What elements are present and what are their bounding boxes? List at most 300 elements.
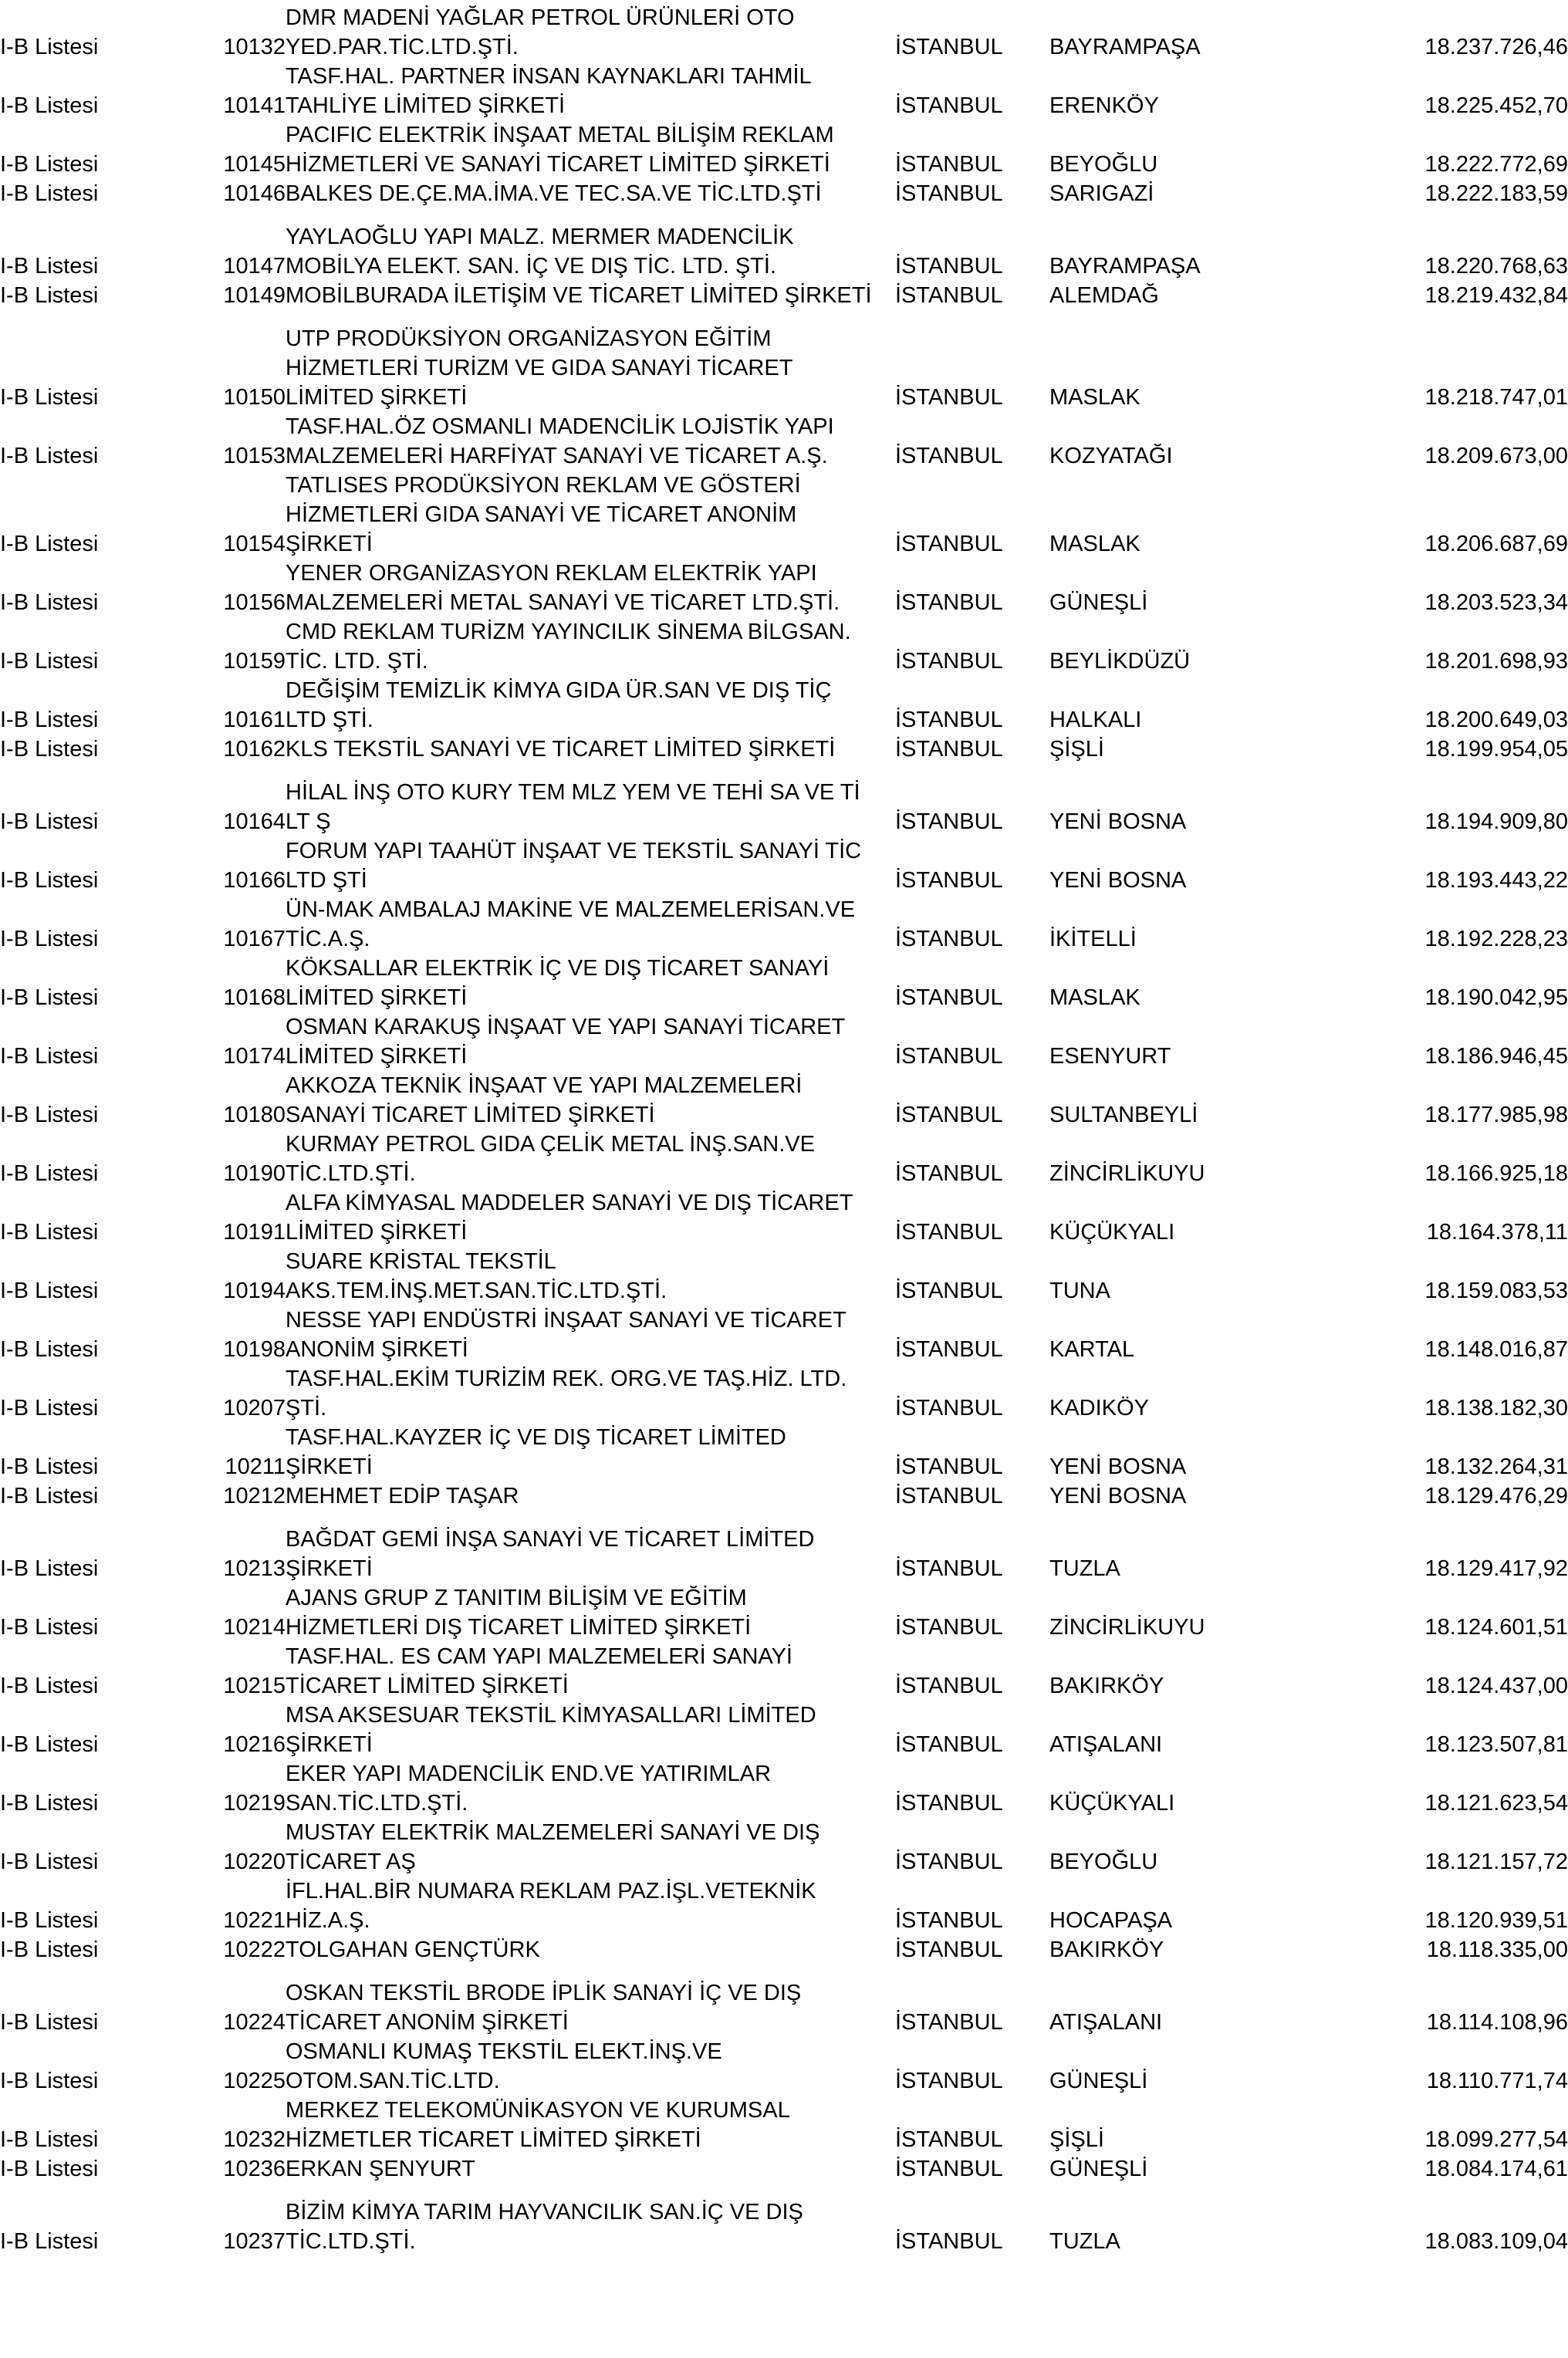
- list-label: I-B Listesi: [0, 737, 99, 762]
- amount: 18.222.772,69: [1424, 152, 1568, 177]
- table-row: [0, 585, 1568, 614]
- district: KOZYATAĞI: [1049, 444, 1173, 468]
- list-label: I-B Listesi: [0, 985, 99, 1010]
- amount: 18.124.601,51: [1424, 1615, 1568, 1640]
- row-spacer: [0, 1508, 1568, 1522]
- city: İSTANBUL: [895, 283, 1003, 308]
- table-row: [0, 2224, 1568, 2253]
- list-label-empty: [0, 892, 185, 921]
- list-label: I-B Listesi: [0, 181, 99, 206]
- company-name-wrap: PACIFIC ELEKTRİK İNŞAAT METAL BİLİŞİM REKLAM: [286, 123, 834, 147]
- name-wrap-row: [0, 951, 1568, 980]
- city: İSTANBUL: [895, 254, 1003, 279]
- district-empty: [1049, 2194, 1343, 2224]
- district-empty: [1049, 0, 1343, 29]
- company-name: TİC.LTD.ŞTİ.: [286, 2229, 416, 2254]
- list-label: I-B Listesi: [0, 93, 99, 118]
- row-no-empty: [185, 775, 286, 804]
- district: YENİ BOSNA: [1049, 1484, 1187, 1508]
- district: YENİ BOSNA: [1049, 1454, 1187, 1479]
- table-row: [0, 1932, 1568, 1961]
- amount-empty: [1343, 1068, 1568, 1097]
- company-name: MALZEMELERİ METAL SANAYİ VE TİCARET LTD.ŞTİ.: [286, 590, 840, 615]
- amount: 18.199.954,05: [1424, 737, 1568, 762]
- amount: 18.237.726,46: [1424, 35, 1568, 59]
- list-label: I-B Listesi: [0, 1615, 99, 1640]
- list-label: I-B Listesi: [0, 35, 99, 59]
- name-wrap-row: [0, 1580, 1568, 1610]
- name-wrap-row: [0, 1302, 1568, 1332]
- row-no-empty: [185, 2093, 286, 2122]
- amount-empty: [1343, 556, 1568, 585]
- city: İSTANBUL: [895, 93, 1003, 118]
- company-name: LTD ŞTİ.: [286, 708, 373, 732]
- table-row: [0, 1668, 1568, 1698]
- row-no-empty: [185, 468, 286, 497]
- company-name-wrap: BİZİM KİMYA TARIM HAYVANCILIK SAN.İÇ VE DIŞ: [286, 2200, 803, 2225]
- company-name: HİZ.A.Ş.: [286, 1908, 370, 1933]
- city: İSTANBUL: [895, 590, 1003, 615]
- list-label: I-B Listesi: [0, 1161, 99, 1186]
- district: BEYLİKDÜZÜ: [1049, 649, 1191, 674]
- amount-empty: [1343, 1244, 1568, 1273]
- row-no-empty: [185, 1873, 286, 1903]
- company-name-wrap: MUSTAY ELEKTRİK MALZEMELERİ SANAYİ VE DIŞ: [286, 1820, 820, 1845]
- city: İSTANBUL: [895, 1220, 1003, 1245]
- district: HOCAPAŞA: [1049, 1908, 1173, 1933]
- district: KARTAL: [1049, 1337, 1135, 1362]
- district: ERENKÖY: [1049, 93, 1159, 118]
- row-no: 10194: [223, 1279, 286, 1303]
- district: MASLAK: [1049, 532, 1141, 556]
- district-empty: [1049, 409, 1343, 438]
- row-no-empty: [185, 117, 286, 147]
- amount-empty: [1343, 1873, 1568, 1903]
- company-name-wrap: HİZMETLERİ TURİZM VE GIDA SANAYİ TİCARET: [286, 356, 793, 380]
- row-no: 10162: [223, 737, 286, 762]
- district-empty: [1049, 59, 1343, 88]
- city: İSTANBUL: [895, 1103, 1003, 1127]
- amount-empty: [1343, 1302, 1568, 1332]
- list-label-empty: [0, 219, 185, 248]
- city: İSTANBUL: [895, 1908, 1003, 1933]
- row-no: 10132: [223, 35, 286, 59]
- table-row: [0, 2063, 1568, 2093]
- row-no: 10154: [223, 532, 286, 556]
- list-label-empty: [0, 1127, 185, 1156]
- row-no-empty: [185, 951, 286, 980]
- list-label-empty: [0, 117, 185, 147]
- row-no-empty: [185, 1639, 286, 1668]
- company-name-wrap: OSKAN TEKSTİL BRODE İPLİK SANAYİ İÇ VE DIŞ: [286, 1981, 802, 2005]
- name-wrap-row: [0, 1420, 1568, 1449]
- row-no: 10219: [223, 1791, 286, 1816]
- list-label-empty: [0, 556, 185, 585]
- row-no-empty: [185, 497, 286, 526]
- city-empty: [895, 775, 1049, 804]
- list-label: I-B Listesi: [0, 1850, 99, 1874]
- company-name-wrap: UTP PRODÜKSİYON ORGANİZASYON EĞİTİM: [286, 326, 772, 351]
- amount-empty: [1343, 321, 1568, 350]
- amount-empty: [1343, 59, 1568, 88]
- company-name-wrap: AKKOZA TEKNİK İNŞAAT VE YAPI MALZEMELERİ: [286, 1073, 803, 1098]
- district: KÜÇÜKYALI: [1049, 1791, 1175, 1816]
- row-no-empty: [185, 1698, 286, 1727]
- city: İSTANBUL: [895, 868, 1003, 893]
- city-empty: [895, 497, 1049, 526]
- city-empty: [895, 0, 1049, 29]
- city: İSTANBUL: [895, 1484, 1003, 1508]
- city-empty: [895, 1127, 1049, 1156]
- district-empty: [1049, 1975, 1343, 2005]
- list-label: I-B Listesi: [0, 1937, 99, 1962]
- amount-empty: [1343, 1815, 1568, 1844]
- company-name-wrap: DEĞİŞİM TEMİZLİK KİMYA GIDA ÜR.SAN VE DIŞ TİÇ: [286, 678, 832, 703]
- company-name-wrap: KÖKSALLAR ELEKTRİK İÇ VE DIŞ TİCARET SANAYİ: [286, 956, 830, 981]
- district: TUNA: [1049, 1279, 1110, 1303]
- company-name: TİC.A.Ş.: [286, 927, 370, 951]
- amount: 18.218.747,01: [1424, 385, 1568, 410]
- company-name: MOBİLYA ELEKT. SAN. İÇ VE DIŞ TİC. LTD. ŞTİ.: [286, 254, 777, 279]
- list-label: I-B Listesi: [0, 2127, 99, 2152]
- list-label: I-B Listesi: [0, 1908, 99, 1933]
- company-name: SAN.TİC.LTD.ŞTİ.: [286, 1791, 468, 1816]
- amount: 18.219.432,84: [1424, 283, 1568, 308]
- district: TUZLA: [1049, 2229, 1120, 2254]
- city: İSTANBUL: [895, 385, 1003, 410]
- list-label: I-B Listesi: [0, 1279, 99, 1303]
- company-name-wrap: TASF.HAL. PARTNER İNSAN KAYNAKLARI TAHMİL: [286, 64, 812, 89]
- amount: 18.209.673,00: [1424, 444, 1568, 468]
- city-empty: [895, 117, 1049, 147]
- company-name-wrap: SUARE KRİSTAL TEKSTİL: [286, 1249, 556, 1274]
- district: ŞİŞLİ: [1049, 2127, 1104, 2152]
- list-label-empty: [0, 1302, 185, 1332]
- table-row: [0, 1332, 1568, 1361]
- company-name: LİMİTED ŞİRKETİ: [286, 985, 468, 1010]
- name-wrap-row: [0, 614, 1568, 644]
- list-label-empty: [0, 321, 185, 350]
- row-no: 10146: [223, 181, 286, 206]
- row-no-empty: [185, 892, 286, 921]
- amount-empty: [1343, 117, 1568, 147]
- row-no: 10191: [223, 1220, 286, 1245]
- district-empty: [1049, 1420, 1343, 1449]
- table-row: [0, 1551, 1568, 1580]
- district-empty: [1049, 1873, 1343, 1903]
- name-wrap-row: [0, 673, 1568, 702]
- amount-empty: [1343, 2194, 1568, 2224]
- amount-empty: [1343, 1522, 1568, 1551]
- list-label-empty: [0, 614, 185, 644]
- city-empty: [895, 892, 1049, 921]
- table-row: [0, 1097, 1568, 1127]
- company-name-wrap: FORUM YAPI TAAHÜT İNŞAAT VE TEKSTİL SANAYİ TİC: [286, 839, 862, 863]
- row-no-empty: [185, 1185, 286, 1214]
- list-label-empty: [0, 1009, 185, 1039]
- amount: 18.192.228,23: [1424, 927, 1568, 951]
- company-name-wrap: YAYLAOĞLU YAPI MALZ. MERMER MADENCİLİK: [286, 225, 794, 249]
- city: İSTANBUL: [895, 1396, 1003, 1421]
- city-empty: [895, 468, 1049, 497]
- company-name: OTOM.SAN.TİC.LTD.: [286, 2069, 500, 2093]
- amount: 18.159.083,53: [1424, 1279, 1568, 1303]
- district: BAYRAMPAŞA: [1049, 35, 1201, 59]
- district: ZİNCİRLİKUYU: [1049, 1161, 1205, 1186]
- list-label: I-B Listesi: [0, 1044, 99, 1069]
- table-row: [0, 1785, 1568, 1815]
- row-no: 10167: [223, 927, 286, 951]
- company-name: MEHMET EDİP TAŞAR: [286, 1484, 519, 1508]
- list-label: I-B Listesi: [0, 1103, 99, 1127]
- table-row: [0, 1903, 1568, 1932]
- amount-empty: [1343, 673, 1568, 702]
- name-wrap-row: [0, 775, 1568, 804]
- amount-empty: [1343, 833, 1568, 863]
- list-label-empty: [0, 1068, 185, 1097]
- list-label-empty: [0, 1361, 185, 1390]
- row-no: 10149: [223, 283, 286, 308]
- district-empty: [1049, 117, 1343, 147]
- row-no-empty: [185, 1361, 286, 1390]
- table-row: [0, 2005, 1568, 2034]
- list-label: I-B Listesi: [0, 2010, 99, 2035]
- district-empty: [1049, 468, 1343, 497]
- company-name: TİCARET ANONİM ŞİRKETİ: [286, 2010, 569, 2035]
- district-empty: [1049, 2034, 1343, 2063]
- amount-empty: [1343, 497, 1568, 526]
- company-name: TOLGAHAN GENÇTÜRK: [286, 1937, 540, 1962]
- table-row: [0, 980, 1568, 1009]
- row-no: 10220: [223, 1850, 286, 1874]
- list-label: I-B Listesi: [0, 1396, 99, 1421]
- district-empty: [1049, 321, 1343, 350]
- company-name: HİZMETLERİ DIŞ TİCARET LİMİTED ŞİRKETİ: [286, 1615, 752, 1640]
- amount: 18.121.157,72: [1424, 1850, 1568, 1874]
- amount-empty: [1343, 1185, 1568, 1214]
- row-no: 10216: [223, 1732, 286, 1757]
- district: ATIŞALANI: [1049, 2010, 1163, 2035]
- company-name: ŞİRKETİ: [286, 532, 373, 556]
- list-label: I-B Listesi: [0, 1220, 99, 1245]
- table-row: [0, 278, 1568, 307]
- district-empty: [1049, 1580, 1343, 1610]
- company-name-wrap: OSMANLI KUMAŞ TEKSTİL ELEKT.İNŞ.VE: [286, 2039, 722, 2064]
- name-wrap-row: [0, 1698, 1568, 1727]
- city: İSTANBUL: [895, 1937, 1003, 1962]
- amount: 18.132.264,31: [1424, 1454, 1568, 1479]
- list-label-empty: [0, 1756, 185, 1785]
- city: İSTANBUL: [895, 2229, 1003, 2254]
- amount: 18.138.182,30: [1424, 1396, 1568, 1421]
- district: MASLAK: [1049, 385, 1141, 410]
- city: İSTANBUL: [895, 1556, 1003, 1581]
- row-no: 10207: [223, 1396, 286, 1421]
- district: BAKIRKÖY: [1049, 1937, 1164, 1962]
- name-wrap-row: [0, 1522, 1568, 1551]
- company-name-wrap: TASF.HAL.ÖZ OSMANLI MADENCİLİK LOJİSTİK YAPI: [286, 414, 834, 439]
- row-no: 10145: [223, 152, 286, 177]
- amount: 18.118.335,00: [1426, 1937, 1568, 1962]
- amount: 18.200.649,03: [1424, 708, 1568, 732]
- name-wrap-row: [0, 556, 1568, 585]
- row-no: 10232: [223, 2127, 286, 2152]
- city-empty: [895, 673, 1049, 702]
- city: İSTANBUL: [895, 1279, 1003, 1303]
- row-no-empty: [185, 1580, 286, 1610]
- row-no: 10211: [225, 1454, 286, 1479]
- row-no: 10225: [223, 2069, 286, 2093]
- row-no: 10214: [223, 1615, 286, 1640]
- row-no-empty: [185, 614, 286, 644]
- row-spacer-cell: [0, 1961, 1568, 1975]
- district: BAKIRKÖY: [1049, 1674, 1164, 1698]
- table-row: [0, 1727, 1568, 1756]
- row-no-empty: [185, 673, 286, 702]
- list-label-empty: [0, 1873, 185, 1903]
- city: İSTANBUL: [895, 2010, 1003, 2035]
- amount: 18.190.042,95: [1424, 985, 1568, 1010]
- company-name: ŞİRKETİ: [286, 1556, 373, 1581]
- district: YENİ BOSNA: [1049, 868, 1187, 893]
- amount-empty: [1343, 1756, 1568, 1785]
- amount: 18.186.946,45: [1424, 1044, 1568, 1069]
- table-row: [0, 1039, 1568, 1068]
- list-label-empty: [0, 1580, 185, 1610]
- company-name: TİC. LTD. ŞTİ.: [286, 649, 428, 674]
- district-empty: [1049, 497, 1343, 526]
- name-wrap-row: [0, 892, 1568, 921]
- amount-empty: [1343, 892, 1568, 921]
- city-empty: [895, 409, 1049, 438]
- company-name: ŞTİ.: [286, 1396, 327, 1421]
- row-no-empty: [185, 1068, 286, 1097]
- list-label-empty: [0, 1420, 185, 1449]
- list-label-empty: [0, 2093, 185, 2122]
- amount: 18.166.925,18: [1424, 1161, 1568, 1186]
- list-label-empty: [0, 1975, 185, 2005]
- row-no: 10159: [223, 649, 286, 674]
- company-name: TİC.LTD.ŞTİ.: [286, 1161, 416, 1186]
- amount-empty: [1343, 1975, 1568, 2005]
- city-empty: [895, 321, 1049, 350]
- list-label: I-B Listesi: [0, 1337, 99, 1362]
- row-no-empty: [185, 1420, 286, 1449]
- row-no: 10164: [223, 809, 286, 834]
- table-row: [0, 2122, 1568, 2151]
- name-wrap-row: [0, 1873, 1568, 1903]
- company-name: MALZEMELERİ HARFİYAT SANAYİ VE TİCARET A.Ş.: [286, 444, 828, 468]
- name-wrap-row: [0, 1639, 1568, 1668]
- row-no: 10215: [223, 1674, 286, 1698]
- row-no: 10237: [223, 2229, 286, 2254]
- name-wrap-row: [0, 219, 1568, 248]
- table-row: [0, 248, 1568, 278]
- district-empty: [1049, 556, 1343, 585]
- company-name: TİCARET LİMİTED ŞİRKETİ: [286, 1674, 569, 1698]
- company-name: MOBİLBURADA İLETİŞİM VE TİCARET LİMİTED ŞİRKETİ: [286, 283, 872, 308]
- list-label-empty: [0, 1522, 185, 1551]
- city: İSTANBUL: [895, 809, 1003, 834]
- row-spacer-cell: [0, 307, 1568, 321]
- row-no-empty: [185, 833, 286, 863]
- list-label-empty: [0, 468, 185, 497]
- list-label-empty: [0, 409, 185, 438]
- district: YENİ BOSNA: [1049, 809, 1187, 834]
- row-no: 10236: [223, 2157, 286, 2181]
- district-empty: [1049, 1522, 1343, 1551]
- amount-empty: [1343, 1420, 1568, 1449]
- company-name: ŞİRKETİ: [286, 1732, 373, 1757]
- district: BEYOĞLU: [1049, 152, 1158, 177]
- amount: 18.110.771,74: [1426, 2069, 1568, 2093]
- company-name-wrap: AJANS GRUP Z TANITIM BİLİŞİM VE EĞİTİM: [286, 1586, 747, 1610]
- company-name-wrap: BAĞDAT GEMİ İNŞA SANAYİ VE TİCARET LİMİTED: [286, 1527, 815, 1552]
- city-empty: [895, 1420, 1049, 1449]
- amount: 18.123.507,81: [1424, 1732, 1568, 1757]
- company-name-wrap: DMR MADENİ YAĞLAR PETROL ÜRÜNLERİ OTO: [286, 5, 795, 30]
- district: BEYOĞLU: [1049, 1850, 1158, 1874]
- list-label-empty: [0, 2034, 185, 2063]
- list-label: I-B Listesi: [0, 1484, 99, 1508]
- table-row: [0, 644, 1568, 673]
- row-no-empty: [185, 1127, 286, 1156]
- amount-empty: [1343, 951, 1568, 980]
- city-empty: [895, 1244, 1049, 1273]
- name-wrap-row: [0, 1127, 1568, 1156]
- list-label: I-B Listesi: [0, 1732, 99, 1757]
- district: İKİTELLİ: [1049, 927, 1137, 951]
- list-label: I-B Listesi: [0, 1556, 99, 1581]
- amount: 18.083.109,04: [1424, 2229, 1568, 2254]
- company-name-wrap: TASF.HAL.EKİM TURİZİM REK. ORG.VE TAŞ.HİZ. LTD.: [286, 1366, 847, 1391]
- name-wrap-row: [0, 117, 1568, 147]
- amount: 18.129.476,29: [1424, 1484, 1568, 1508]
- city-empty: [895, 1522, 1049, 1551]
- table-row: [0, 1390, 1568, 1420]
- district: KADIKÖY: [1049, 1396, 1149, 1421]
- district-empty: [1049, 350, 1343, 380]
- row-no-empty: [185, 1756, 286, 1785]
- district: ZİNCİRLİKUYU: [1049, 1615, 1205, 1640]
- list-label: I-B Listesi: [0, 649, 99, 674]
- district: SARIGAZİ: [1049, 181, 1154, 206]
- row-spacer-cell: [0, 2181, 1568, 2194]
- company-name-wrap: HİZMETLERİ GIDA SANAYİ VE TİCARET ANONİM: [286, 502, 797, 527]
- row-no-empty: [185, 0, 286, 29]
- city-empty: [895, 556, 1049, 585]
- list-label: I-B Listesi: [0, 927, 99, 951]
- row-no-empty: [185, 1244, 286, 1273]
- city-empty: [895, 1639, 1049, 1668]
- row-spacer: [0, 205, 1568, 219]
- city-empty: [895, 1185, 1049, 1214]
- table-row: [0, 921, 1568, 951]
- row-no-empty: [185, 1815, 286, 1844]
- name-wrap-row: [0, 1009, 1568, 1039]
- district: ŞİŞLİ: [1049, 737, 1104, 762]
- amount-empty: [1343, 614, 1568, 644]
- list-label-empty: [0, 833, 185, 863]
- city-empty: [895, 1302, 1049, 1332]
- list-label: I-B Listesi: [0, 590, 99, 615]
- city-empty: [895, 1580, 1049, 1610]
- list-label: I-B Listesi: [0, 868, 99, 893]
- city: İSTANBUL: [895, 1615, 1003, 1640]
- district-empty: [1049, 2093, 1343, 2122]
- table-row: [0, 1156, 1568, 1185]
- row-no-empty: [185, 1302, 286, 1332]
